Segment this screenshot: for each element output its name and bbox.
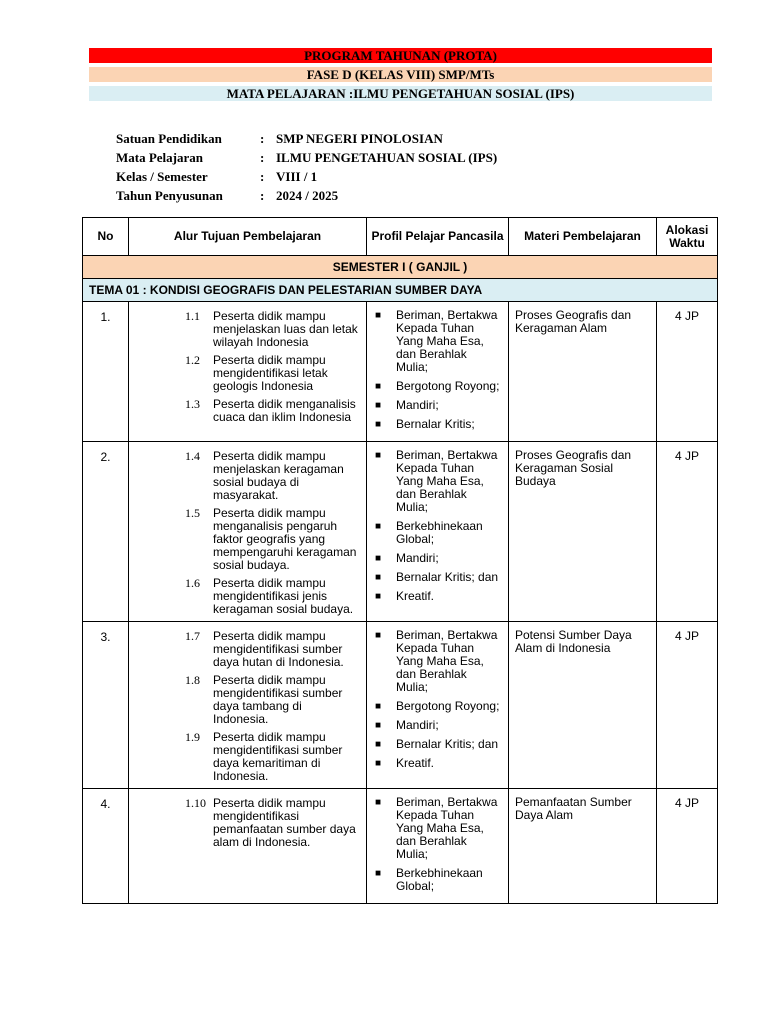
atp-text: Peserta didik mampu mengidentifikasi pemanfaatan sumber daya alam di Indonesia.	[213, 796, 356, 849]
subject-heading: MATA PELAJARAN :ILMU PENGETAHUAN SOSIAL (IPS)	[89, 86, 712, 101]
square-bullet-icon: ■	[375, 553, 382, 564]
square-bullet-icon: ■	[375, 419, 382, 430]
square-bullet-icon: ■	[375, 868, 382, 879]
table-row	[83, 442, 718, 622]
profil-item	[375, 552, 502, 565]
profil-text: Mandiri;	[396, 718, 439, 732]
header-alokasi: Alokasi Waktu	[657, 218, 718, 256]
square-bullet-icon: ■	[375, 701, 382, 712]
square-bullet-icon: ■	[375, 591, 382, 602]
profil-item	[375, 571, 502, 584]
profil-text: Beriman, Bertakwa Kepada Tuhan Yang Maha Esa, dan Berahlak Mulia;	[396, 448, 498, 514]
square-bullet-icon: ■	[375, 450, 382, 461]
row-number: 4.	[83, 789, 129, 904]
alokasi-value: 4 JP	[657, 622, 718, 789]
atp-item	[129, 398, 360, 424]
profil-cell	[367, 442, 509, 622]
materi-cell	[509, 302, 657, 442]
atp-item	[129, 450, 360, 502]
header-atp: Alur Tujuan Pembelajaran	[129, 218, 367, 256]
profil-item	[375, 380, 502, 393]
square-bullet-icon: ■	[375, 720, 382, 731]
atp-text: Peserta didik mampu mengidentifikasi letak geologis Indonesia	[213, 353, 328, 393]
atp-text: Peserta didik mampu menganalisis pengaruh faktor geografis yang mempengaruhi keragaman sosial budaya.	[213, 506, 357, 572]
alokasi-value: 4 JP	[657, 302, 718, 442]
profil-text: Bergotong Royong;	[396, 699, 500, 713]
atp-item	[129, 797, 360, 849]
identity-value: SMP NEGERI PINOLOSIAN	[276, 131, 443, 146]
atp-number: 1.2	[185, 353, 200, 367]
square-bullet-icon: ■	[375, 400, 382, 411]
atp-cell	[129, 789, 367, 904]
atp-text: Peserta didik mampu mengidentifikasi sumber daya kemaritiman di Indonesia.	[213, 730, 343, 783]
atp-number: 1.4	[185, 449, 200, 463]
document-title: PROGRAM TAHUNAN (PROTA)	[89, 48, 712, 63]
profil-item	[375, 796, 502, 861]
materi-text: Proses Geografis dan Keragaman Alam	[515, 308, 632, 335]
atp-list	[129, 622, 366, 783]
profil-item	[375, 399, 502, 412]
profil-item	[375, 719, 502, 732]
atp-text: Peserta didik mampu mengidentifikasi sumber daya tambang di Indonesia.	[213, 673, 343, 726]
atp-item	[129, 731, 360, 783]
profil-text: Kreatif.	[396, 756, 435, 770]
prota-table	[82, 217, 718, 904]
square-bullet-icon: ■	[375, 310, 382, 321]
atp-cell	[129, 442, 367, 622]
materi-cell	[509, 789, 657, 904]
tema-row	[83, 279, 718, 302]
profil-text: Beriman, Bertakwa Kepada Tuhan Yang Maha Esa, dan Berahlak Mulia;	[396, 795, 498, 861]
atp-number: 1.8	[185, 673, 200, 687]
identity-row-school: Satuan Pendidikan : SMP NEGERI PINOLOSIAN	[116, 131, 443, 146]
identity-value: 2024 / 2025	[276, 188, 339, 203]
square-bullet-icon: ■	[375, 630, 382, 641]
atp-item	[129, 674, 360, 726]
table-row	[83, 789, 718, 904]
profil-cell	[367, 622, 509, 789]
atp-text: Peserta didik mampu menjelaskan keragaman sosial budaya di masyarakat.	[213, 449, 344, 502]
profil-item	[375, 520, 502, 546]
atp-cell	[129, 302, 367, 442]
profil-text: Bergotong Royong;	[396, 379, 500, 393]
profil-text: Berkebhinekaan Global;	[396, 866, 483, 893]
atp-number: 1.6	[185, 576, 200, 590]
profil-text: Mandiri;	[396, 398, 439, 412]
identity-row-year: Tahun Penyusunan : 2024 / 2025	[116, 188, 339, 203]
alokasi-value: 4 JP	[657, 789, 718, 904]
atp-item	[129, 577, 360, 616]
header-materi: Materi Pembelajaran	[509, 218, 657, 256]
atp-item	[129, 310, 360, 349]
identity-value: VIII / 1	[276, 169, 318, 184]
square-bullet-icon: ■	[375, 521, 382, 532]
profil-text: Kreatif.	[396, 589, 435, 603]
profil-item	[375, 418, 502, 431]
atp-item	[129, 507, 360, 572]
profil-text: Bernalar Kritis;	[396, 417, 475, 431]
profil-list	[367, 622, 508, 780]
atp-cell	[129, 622, 367, 789]
square-bullet-icon: ■	[375, 572, 382, 583]
fase-heading: FASE D (KELAS VIII) SMP/MTs	[89, 67, 712, 82]
table-row	[83, 302, 718, 442]
row-number: 3.	[83, 622, 129, 789]
atp-text: Peserta didik mampu mengidentifikasi jenis keragaman sosial budaya.	[213, 576, 354, 616]
atp-list	[129, 302, 366, 424]
atp-number: 1.10	[185, 796, 206, 810]
atp-list	[129, 789, 366, 849]
profil-cell	[367, 302, 509, 442]
atp-number: 1.5	[185, 506, 200, 520]
profil-item	[375, 700, 502, 713]
square-bullet-icon: ■	[375, 797, 382, 808]
profil-list	[367, 302, 508, 441]
semester-label: SEMESTER I ( GANJIL )	[83, 256, 718, 279]
table-row	[83, 622, 718, 789]
identity-value: ILMU PENGETAHUAN SOSIAL (IPS)	[276, 150, 498, 165]
profil-list	[367, 442, 508, 613]
header-profil: Profil Pelajar Pancasila	[367, 218, 509, 256]
profil-text: Berkebhinekaan Global;	[396, 519, 483, 546]
atp-item	[129, 354, 360, 393]
profil-item	[375, 757, 502, 770]
tema-label: TEMA 01 : KONDISI GEOGRAFIS DAN PELESTARIAN SUMBER DAYA	[83, 279, 718, 302]
alokasi-value: 4 JP	[657, 442, 718, 622]
materi-cell	[509, 442, 657, 622]
row-number: 2.	[83, 442, 129, 622]
identity-label: Kelas / Semester	[116, 169, 208, 184]
atp-text: Peserta didik mampu mengidentifikasi sumber daya hutan di Indonesia.	[213, 629, 344, 669]
profil-text: Bernalar Kritis; dan	[396, 570, 499, 584]
square-bullet-icon: ■	[375, 739, 382, 750]
header-no: No	[83, 218, 129, 256]
profil-item	[375, 449, 502, 514]
atp-text: Peserta didik menganalisis cuaca dan iklim Indonesia	[213, 397, 356, 424]
row-number: 1.	[83, 302, 129, 442]
identity-label: Mata Pelajaran	[116, 150, 204, 165]
semester-row	[83, 256, 718, 279]
square-bullet-icon: ■	[375, 381, 382, 392]
square-bullet-icon: ■	[375, 758, 382, 769]
atp-number: 1.3	[185, 397, 200, 411]
atp-number: 1.7	[185, 629, 200, 643]
profil-item	[375, 629, 502, 694]
identity-label: Tahun Penyusunan	[116, 188, 223, 203]
identity-block	[116, 131, 497, 207]
profil-text: Mandiri;	[396, 551, 439, 565]
identity-label: Satuan Pendidikan	[116, 131, 222, 146]
profil-item	[375, 738, 502, 751]
materi-cell	[509, 622, 657, 789]
identity-row-class: Kelas / Semester : VIII / 1	[116, 169, 318, 184]
materi-text: Potensi Sumber Daya Alam di Indonesia	[515, 628, 632, 655]
materi-text: Proses Geografis dan Keragaman Sosial Budaya	[515, 448, 632, 488]
profil-item	[375, 590, 502, 603]
profil-cell	[367, 789, 509, 904]
identity-row-subject: Mata Pelajaran : ILMU PENGETAHUAN SOSIAL (IPS)	[116, 150, 498, 165]
profil-item	[375, 867, 502, 893]
profil-item	[375, 309, 502, 374]
profil-text: Bernalar Kritis; dan	[396, 737, 499, 751]
atp-number: 1.1	[185, 309, 200, 323]
atp-item	[129, 630, 360, 669]
materi-text: Pemanfaatan Sumber Daya Alam	[515, 795, 632, 822]
profil-list	[367, 789, 508, 903]
table-header-row	[83, 218, 718, 256]
atp-text: Peserta didik mampu menjelaskan luas dan letak wilayah Indonesia	[213, 309, 358, 349]
atp-number: 1.9	[185, 730, 200, 744]
atp-list	[129, 442, 366, 616]
profil-text: Beriman, Bertakwa Kepada Tuhan Yang Maha Esa, dan Berahlak Mulia;	[396, 308, 498, 374]
profil-text: Beriman, Bertakwa Kepada Tuhan Yang Maha Esa, dan Berahlak Mulia;	[396, 628, 498, 694]
